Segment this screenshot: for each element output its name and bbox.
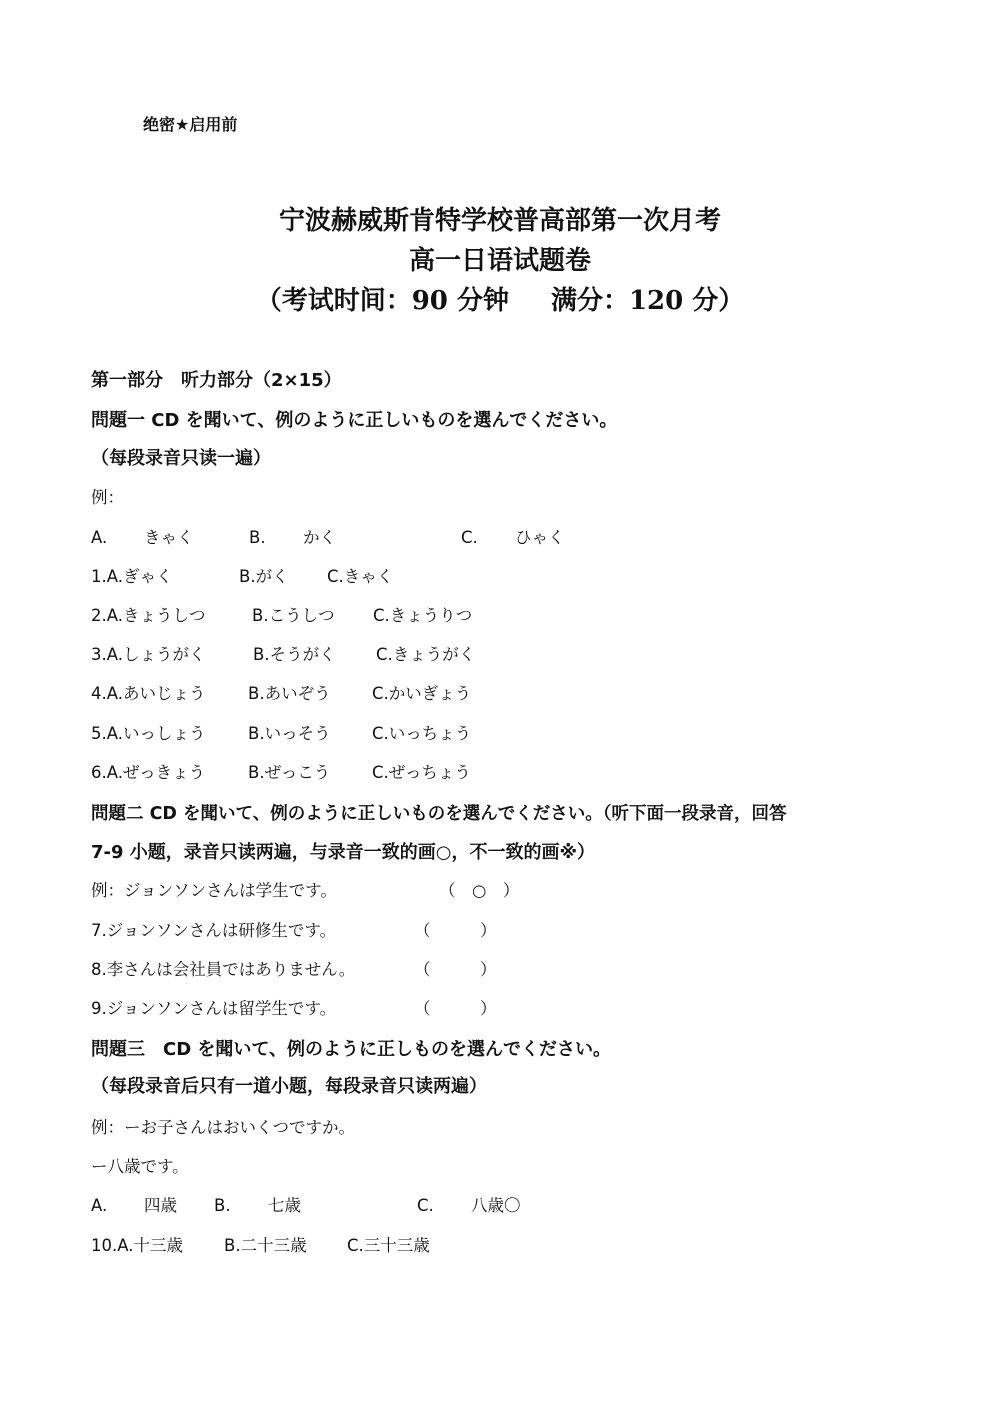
option-c: C.かいぎょう — [372, 684, 472, 703]
option-label: C. — [417, 1196, 434, 1215]
list-item — [91, 723, 911, 745]
option-a: 2.A.きょうしつ — [91, 606, 206, 625]
option-b: B.二十三歳 — [224, 1236, 307, 1255]
option-label: B. — [249, 528, 266, 547]
option-a: 3.A.しょうがく — [91, 645, 206, 664]
q1-example-options — [91, 527, 911, 549]
exam-time: （考试时间：90 分钟 — [255, 286, 509, 316]
q2-instruction-line2: 7-9 小题，录音只读两遍，与录音一致的画○，不一致的画※） — [91, 842, 595, 863]
option-b: B.あいぞう — [248, 684, 331, 703]
option-text: きゃく — [144, 528, 194, 547]
q3-example-answer: ー八歳です。 — [91, 1157, 189, 1176]
option-c: C.三十三歳 — [347, 1236, 430, 1255]
answer-blank: （ ） — [414, 960, 497, 979]
option-a: 1.A.ぎゃく — [91, 567, 173, 586]
option-a: 10.A.十三歳 — [91, 1236, 183, 1255]
q1-example-label: 例： — [91, 488, 124, 507]
option-label: A. — [91, 1196, 108, 1215]
option-text: 八歳〇 — [471, 1196, 521, 1215]
q1-note: （每段录音只读一遍） — [91, 448, 271, 469]
q2-example — [91, 880, 911, 902]
list-item — [91, 920, 911, 942]
option-a: 6.A.ぜっきょう — [91, 763, 206, 782]
option-b: B.ぜっこう — [248, 763, 331, 782]
list-item — [91, 762, 911, 784]
option-label: A. — [91, 528, 108, 547]
exam-time-score — [0, 285, 1000, 317]
option-label: B. — [214, 1196, 231, 1215]
list-item — [91, 683, 911, 705]
list-item — [91, 605, 911, 627]
example-answer: （ ○ ） — [439, 881, 520, 900]
answer-blank: （ ） — [414, 999, 497, 1018]
q3-example-options — [91, 1195, 911, 1217]
option-text: ひゃく — [515, 528, 565, 547]
list-item — [91, 959, 911, 981]
exam-subtitle: 高一日语试题卷 — [408, 246, 591, 276]
list-item — [91, 644, 911, 666]
answer-blank: （ ） — [414, 921, 497, 940]
option-c: C.きょうがく — [376, 645, 476, 664]
option-text: 四歳 — [144, 1196, 177, 1215]
statement: 9.ジョンソンさんは留学生です。 — [91, 999, 337, 1018]
statement: 7.ジョンソンさんは研修生です。 — [91, 921, 337, 940]
option-c: C.きゃく — [327, 567, 394, 586]
option-text: かく — [303, 528, 336, 547]
option-label: C. — [461, 528, 478, 547]
part1-heading: 第一部分 听力部分（2×15） — [91, 370, 342, 391]
option-b: B.いっそう — [248, 724, 331, 743]
option-c: C.いっちょう — [372, 724, 472, 743]
q3-example-question: 例：ーお子さんはおいくつですか。 — [91, 1118, 355, 1137]
list-item — [91, 566, 911, 588]
q3-note: （每段录音后只有一道小题，每段录音只读两遍） — [91, 1076, 487, 1097]
option-b: B.がく — [239, 567, 289, 586]
q1-instruction: 問題一 CD を聞いて、例のように正しいものを選んでください。 — [91, 410, 618, 431]
list-item — [91, 998, 911, 1020]
example-statement: 例：ジョンソンさんは学生です。 — [91, 881, 337, 900]
option-b: B.そうがく — [253, 645, 336, 664]
option-a: 5.A.いっしょう — [91, 724, 206, 743]
statement: 8.李さんは会社員ではありません。 — [91, 960, 356, 979]
exam-title: 宁波赫威斯肯特学校普高部第一次月考 — [278, 206, 721, 236]
q2-instruction-line1: 問題二 CD を聞いて、例のように正しいものを選んでください。（听下面一段录音，回答 — [91, 804, 787, 824]
option-c: C.きょうりつ — [373, 606, 473, 625]
option-text: 七歳 — [268, 1196, 301, 1215]
option-c: C.ぜっちょう — [372, 763, 471, 782]
option-a: 4.A.あいじょう — [91, 684, 206, 703]
option-b: B.こうしつ — [252, 606, 335, 625]
full-score: 满分：120 分） — [550, 286, 745, 316]
confidential-label: 绝密★启用前 — [143, 115, 238, 134]
list-item — [91, 1235, 911, 1257]
q3-instruction: 問題三 CD を聞いて、例のように正しものを選んでください。 — [91, 1039, 612, 1060]
